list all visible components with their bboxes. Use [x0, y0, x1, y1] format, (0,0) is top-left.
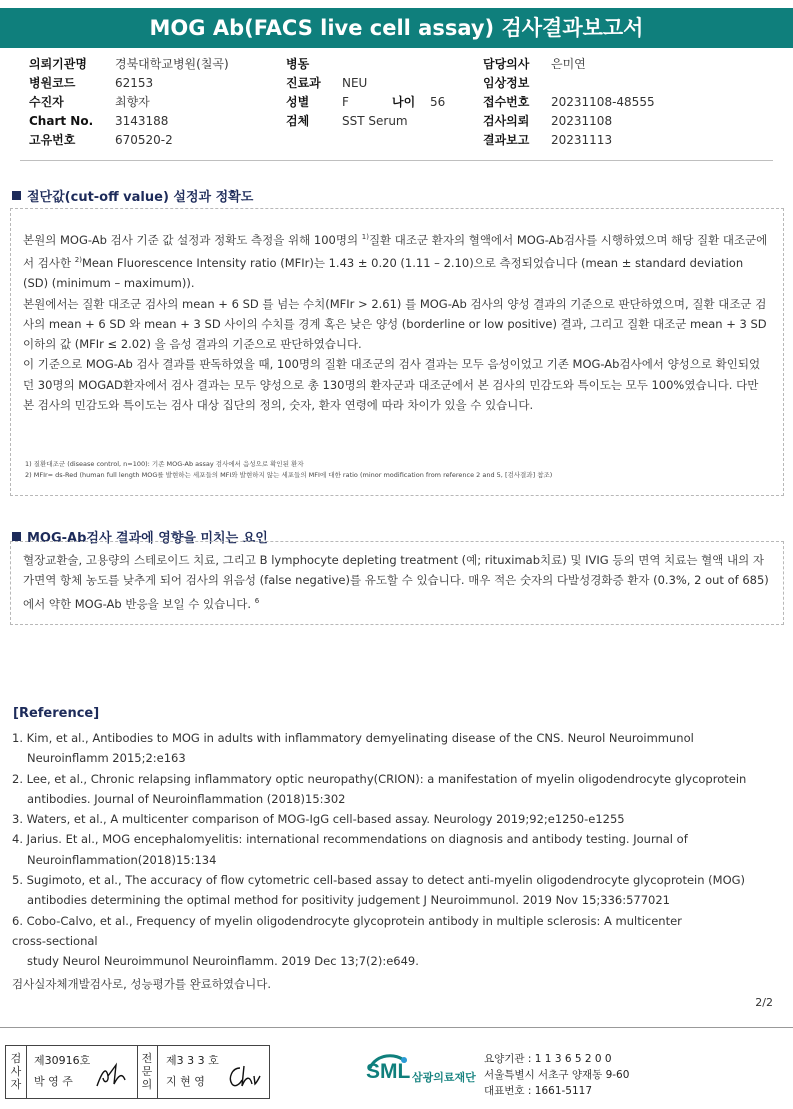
specialist-name: 지 현 영	[166, 1075, 205, 1088]
lab-code: 요양기관 : 1 1 3 6 5 2 0 0	[484, 1053, 612, 1065]
lab-phone: 대표번호 : 1661-5117	[484, 1085, 593, 1097]
reference-item: 5. Sugimoto, et al., The accuracy of flow cytometric cell-based assay to detect anti-myelin oligodendrocyte glycoprotein (MOG)	[12, 873, 746, 888]
lab-address: 서울특별시 서초구 양재동 9-60	[484, 1069, 630, 1081]
field-value: 20231113	[551, 133, 613, 147]
page-number: 2/2	[755, 996, 773, 1009]
field-label: 고유번호	[29, 133, 76, 147]
reference-item: 4. Jarius. Et al., MOG encephalomyelitis: international recommendations on diagnosis and antibody testing. Journal of	[12, 832, 688, 847]
field-label: 병동	[286, 57, 310, 71]
field-label: 성별	[286, 95, 310, 109]
superscript: 1)	[361, 233, 369, 241]
reference-item-cont: antibodies determining the optimal method for positivity judgement J Neuroimmunol. 2019 Nov 15;336:577021	[27, 893, 670, 908]
divider	[137, 1046, 138, 1098]
text-run: 혈장교환술, 고용량의 스테로이드 치료, 그리고 B lymphocyte depleting treatment (예; rituximab치료) 및 IVIG 등의 면역 치료는 혈액 내의 자가면역 항체 농도를 낮추게 되어 검사의 위음성 (false negative)를 유도할 수 있습니다. 매우 적은 숫자의 다발성경화증 환자 (0.3%, 2 out of 685)에서 약한 MOG-Ab 반응을 보일 수 있습니다.	[23, 553, 769, 611]
header-col-3	[483, 55, 655, 150]
specialist-tag: 전문의	[141, 1052, 153, 1091]
footer-divider	[0, 1027, 793, 1028]
reference-item: 6. Cobo-Calvo, et al., Frequency of myelin oligodendrocyte glycoprotein antibody in multiple sclerosis: A multicenter	[12, 913, 682, 928]
reference-item-cont: Neuroinflammation(2018)15:134	[27, 852, 217, 867]
specialist-license: 제3 3 3 호	[166, 1054, 219, 1067]
text-run: 질환 대조군 환자의 혈액에서 MOG-Ab검사를 시행하였으며 해당 질환 대조군에서 검사한	[23, 232, 768, 270]
field-label: 검사의뢰	[483, 114, 530, 128]
logo-text: SML	[366, 1060, 411, 1083]
paragraph	[23, 227, 771, 294]
reference-item: 2. Lee, et al., Chronic relapsing inflammatory optic neuropathy(CRION): a manifestation of myelin oligodendrocyte glycoprotein	[12, 771, 747, 786]
field-value: 20231108-48555	[551, 95, 655, 109]
section-title-cutoff	[12, 186, 253, 205]
validation-note: 검사실자체개발검사로, 성능평가를 완료하였습니다.	[12, 976, 272, 991]
field-value: F	[342, 95, 349, 109]
field-value: 은미연	[551, 57, 586, 71]
field-label: 수진자	[29, 95, 64, 109]
field-label: 의뢰기관명	[29, 57, 87, 71]
cutoff-box	[10, 208, 784, 496]
header-col-1	[29, 55, 229, 150]
org-name: 삼광의료재단	[412, 1071, 476, 1084]
reference-item-cont: cross-sectional	[12, 933, 98, 948]
superscript: 2)	[74, 256, 82, 265]
reference-item-cont: antibodies. Journal of Neuroinflammation (2018)15:302	[27, 791, 346, 806]
divider	[157, 1046, 158, 1098]
reference-item: 1. Kim, et al., Antibodies to MOG in adults with inflammatory demyelinating disease of the CNS. Neurol Neuroimmunol	[12, 731, 694, 745]
signature-box	[5, 1045, 270, 1099]
footnote: 2) MFIr= ds-Red (human full length MOG를 발현하는 세포들의 MFI와 발현하지 않는 세포들의 MFI에 대한 ratio (minor modification from reference 2 and 5, [검사결과] 참조)	[25, 471, 553, 479]
text-run: 본원의 MOG-Ab 검사 기준 값 설정과 정확도 측정을 위해 100명의	[23, 232, 362, 247]
field-value: 670520-2	[115, 133, 173, 147]
header-col-2	[286, 55, 445, 131]
field-label: 진료과	[286, 76, 321, 90]
field-label: 병원코드	[29, 76, 76, 90]
reference-item: 3. Waters, et al., A multicenter comparison of MOG-IgG cell-based assay. Neurology 2019;92;e1250-e1255	[12, 812, 625, 827]
paragraph: 본원에서는 질환 대조군 검사의 mean + 6 SD 를 넘는 수치(MFIr > 2.61) 를 MOG-Ab 검사의 양성 결과의 기준으로 판단하였으며, 질환 대조군 검사의 mean + 6 SD 와 mean + 3 SD 사이의 수치를 경계 혹은 낮은 양성 (borderline or low positive) 결과, 그리고 질환 대조군 mean + 3 SD 이하의 값 (MFIr ≤ 2.02) 을 음성 결과의 기준으로 판단하였습니다.	[23, 296, 767, 352]
cutoff-text	[23, 227, 771, 415]
section-title-text: MOG-Ab검사 결과에 영향을 미치는 요인	[27, 531, 268, 546]
inspector-license: 제30916호	[34, 1054, 91, 1067]
field-label: Chart No.	[29, 114, 94, 128]
field-value: 경북대학교병원(칠곡)	[115, 57, 229, 71]
reference-item-cont: study Neurol Neuroimmunol Neuroinflamm. 2019 Dec 13;7(2):e649.	[27, 954, 419, 969]
superscript: 6	[254, 596, 260, 605]
reference-list	[12, 728, 782, 994]
inspector-tag: 검사자	[10, 1052, 22, 1091]
signature-2-icon	[226, 1062, 262, 1090]
reference-item-cont: Neuroinflamm 2015;2:e163	[27, 751, 186, 766]
text-run: Mean Fluorescence Intensity ratio (MFIr)는 1.43 ± 0.20 (1.11 – 2.10)으로 측정되었습니다 (mean ± standard deviation (SD) (minimum – maximum)).	[23, 255, 744, 291]
section-title-text: 절단값(cut-off value) 설정과 정확도	[27, 190, 254, 205]
reference-title: [Reference]	[13, 706, 100, 721]
footnote: 1) 질환대조군 (disease control, n=100): 기존 MOG-Ab assay 검사에서 음성으로 확인된 환자	[25, 460, 304, 468]
field-value: SST Serum	[342, 114, 408, 128]
field-label: 접수번호	[483, 95, 530, 109]
paragraph: 이 기준으로 MOG-Ab 검사 결과를 판독하였을 때, 100명의 질환 대조군의 검사 결과는 모두 음성이었고 기존 MOG-Ab검사에서 양성으로 확인되었던 30명의 MOGAD환자에서 검사 결과는 모두 양성으로 총 130명의 환자군과 대조군에서 본 검사의 민감도와 특이도는 모두 100%였습니다. 다만 본 검사의 민감도와 특이도는 검사 대상 집단의 정의, 숫자, 환자 연령에 따라 차이가 있을 수 있습니다.	[23, 357, 761, 413]
lab-info	[484, 1051, 629, 1099]
field-label: 임상정보	[483, 76, 530, 90]
factors-text	[23, 550, 771, 614]
field-value: 3143188	[115, 114, 169, 128]
signature-1-icon	[94, 1062, 128, 1090]
footnotes	[25, 459, 773, 481]
square-bullet-icon	[12, 191, 21, 200]
age-label: 나이	[392, 95, 416, 109]
inspector-name: 박 영 주	[34, 1075, 73, 1088]
field-value: NEU	[342, 76, 368, 90]
field-value: 62153	[115, 76, 154, 90]
field-value: 최향자	[115, 95, 150, 109]
field-label: 담당의사	[483, 57, 530, 71]
square-bullet-icon	[12, 532, 21, 541]
divider	[26, 1046, 27, 1098]
factors-box	[10, 541, 784, 625]
divider	[20, 160, 773, 161]
report-title: MOG Ab(FACS live cell assay) 검사결과보고서	[0, 8, 793, 48]
field-label: 검체	[286, 114, 310, 128]
field-value: 20231108	[551, 114, 613, 128]
age-value: 56	[430, 95, 446, 109]
field-label: 결과보고	[483, 133, 530, 147]
